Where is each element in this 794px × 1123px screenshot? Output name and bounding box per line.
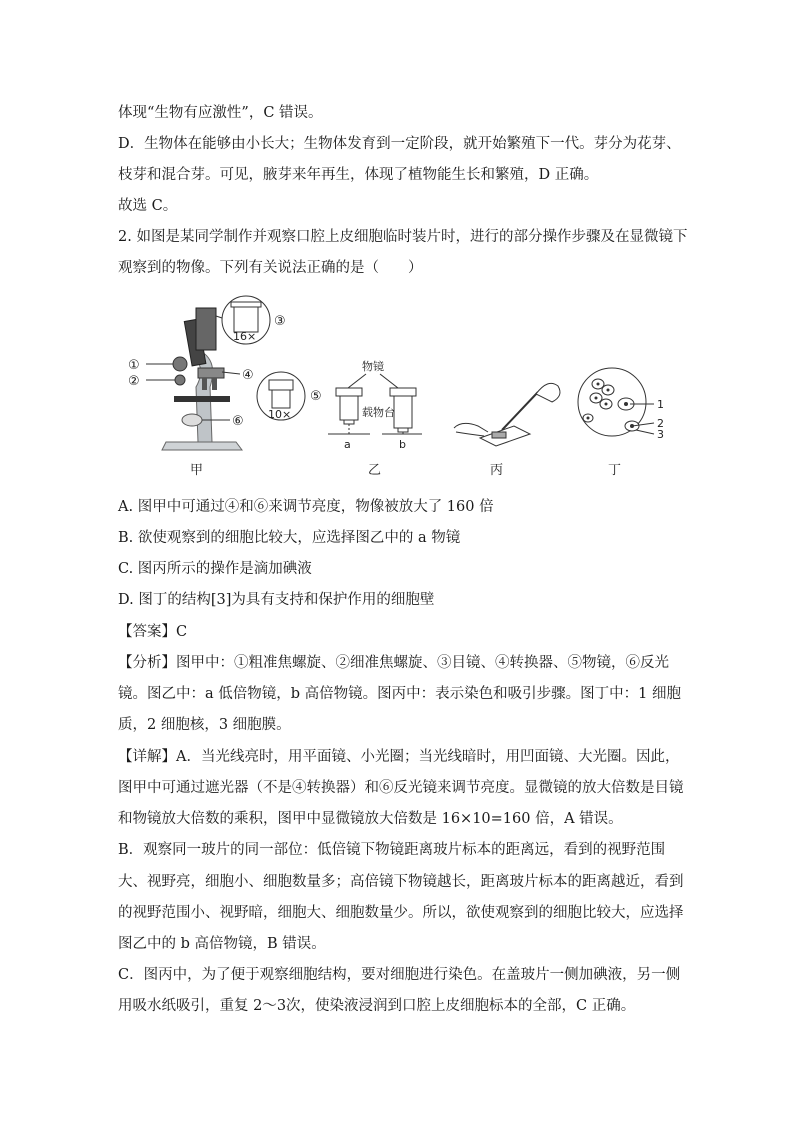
label-2: ② bbox=[128, 374, 140, 389]
objective-text: 物镜 bbox=[362, 360, 384, 373]
label-1: ① bbox=[128, 358, 140, 373]
microscope-diagram bbox=[128, 296, 322, 478]
question-figure bbox=[118, 292, 678, 482]
label-5: ⑤ bbox=[310, 389, 322, 404]
detail-text: 图甲中可通过遮光器（不是④转换器）和⑥反光镜来调节亮度。显微镜的放大倍数是目镜 bbox=[118, 780, 684, 796]
objective-lens-diagram bbox=[328, 359, 422, 478]
detail-text: C．图丙中，为了便于观察细胞结构，要对细胞进行染色。在盖玻片一侧加碘液，另一侧 bbox=[118, 967, 681, 983]
eyepiece-label: 16× bbox=[233, 330, 257, 343]
label-4: ④ bbox=[242, 368, 254, 383]
detail-text: 图乙中的 b 高倍物镜，B 错误。 bbox=[118, 936, 326, 952]
option-b: B. 欲使观察到的细胞比较大，应选择图乙中的 a 物镜 bbox=[118, 530, 461, 546]
analysis-text: 质，2 细胞核，3 细胞膜。 bbox=[118, 717, 291, 733]
cell-label-1: 1 bbox=[657, 398, 664, 411]
option-a: A. 图甲中可通过④和⑥来调节亮度，物像被放大了 160 倍 bbox=[118, 499, 494, 515]
stage-text: 载物台 bbox=[362, 406, 395, 419]
text-line: 故选 C。 bbox=[118, 198, 178, 214]
detail-text: 的视野范围小、视野暗，细胞大、细胞数量少。所以，欲使观察到的细胞比较大，应选择 bbox=[118, 905, 684, 921]
label-b: b bbox=[399, 438, 406, 451]
detail-text: 大、视野亮，细胞小、细胞数量多；高倍镜下物镜越长，距离玻片标本的距离越近，看到 bbox=[118, 874, 684, 890]
label-6: ⑥ bbox=[232, 414, 244, 429]
analysis-text: 镜。图乙中：a 低倍物镜，b 高倍物镜。图丙中：表示染色和吸引步骤。图丁中：1 细胞 bbox=[118, 686, 681, 702]
caption-ding: 丁 bbox=[608, 463, 622, 478]
detail-text: B．观察同一玻片的同一部位：低倍镜下物镜距离玻片标本的距离远，看到的视野范围 bbox=[118, 842, 666, 858]
text-line: D．生物体在能够由小长大；生物体发育到一定阶段，就开始繁殖下一代。芽分为花芽、 bbox=[118, 136, 681, 152]
answer-text: 【答案】C bbox=[118, 624, 188, 640]
caption-bing: 丙 bbox=[490, 463, 504, 478]
cell-label-3: 3 bbox=[657, 428, 664, 441]
option-d: D. 图丁的结构[3]为具有支持和保护作用的细胞壁 bbox=[118, 592, 435, 608]
cell-view-diagram bbox=[578, 368, 664, 478]
objective-label: 10× bbox=[268, 408, 292, 421]
text-line: 体现“生物有应激性”，C 错误。 bbox=[118, 105, 323, 121]
text-line: 枝芽和混合芽。可见，腋芽来年再生，体现了植物能生长和繁殖，D 正确。 bbox=[118, 167, 599, 183]
detail-text: 和物镜放大倍数的乘积，图甲中显微镜放大倍数是 16×10=160 倍，A 错误。 bbox=[118, 811, 623, 827]
staining-diagram bbox=[454, 383, 560, 478]
cell-label-2: 2 bbox=[657, 417, 664, 430]
question-text: 2. 如图是某同学制作并观察口腔上皮细胞临时装片时，进行的部分操作步骤及在显微镜下 bbox=[118, 229, 688, 245]
option-c: C. 图丙所示的操作是滴加碘液 bbox=[118, 561, 312, 577]
caption-jia: 甲 bbox=[190, 463, 204, 478]
analysis-text: 【分析】图甲中：①粗准焦螺旋、②细准焦螺旋、③目镜、④转换器、⑤物镜，⑥反光 bbox=[118, 655, 669, 671]
detail-text: 用吸水纸吸引，重复 2～3次，使染液浸润到口腔上皮细胞标本的全部，C 正确。 bbox=[118, 998, 636, 1014]
question-text: 观察到的物像。下列有关说法正确的是（ ） bbox=[118, 260, 423, 276]
caption-yi: 乙 bbox=[368, 463, 382, 478]
detail-text: 【详解】A．当光线亮时，用平面镜、小光圈；当光线暗时，用凹面镜、大光圈。因此， bbox=[118, 749, 680, 765]
label-a: a bbox=[344, 438, 351, 451]
label-3: ③ bbox=[274, 314, 286, 329]
